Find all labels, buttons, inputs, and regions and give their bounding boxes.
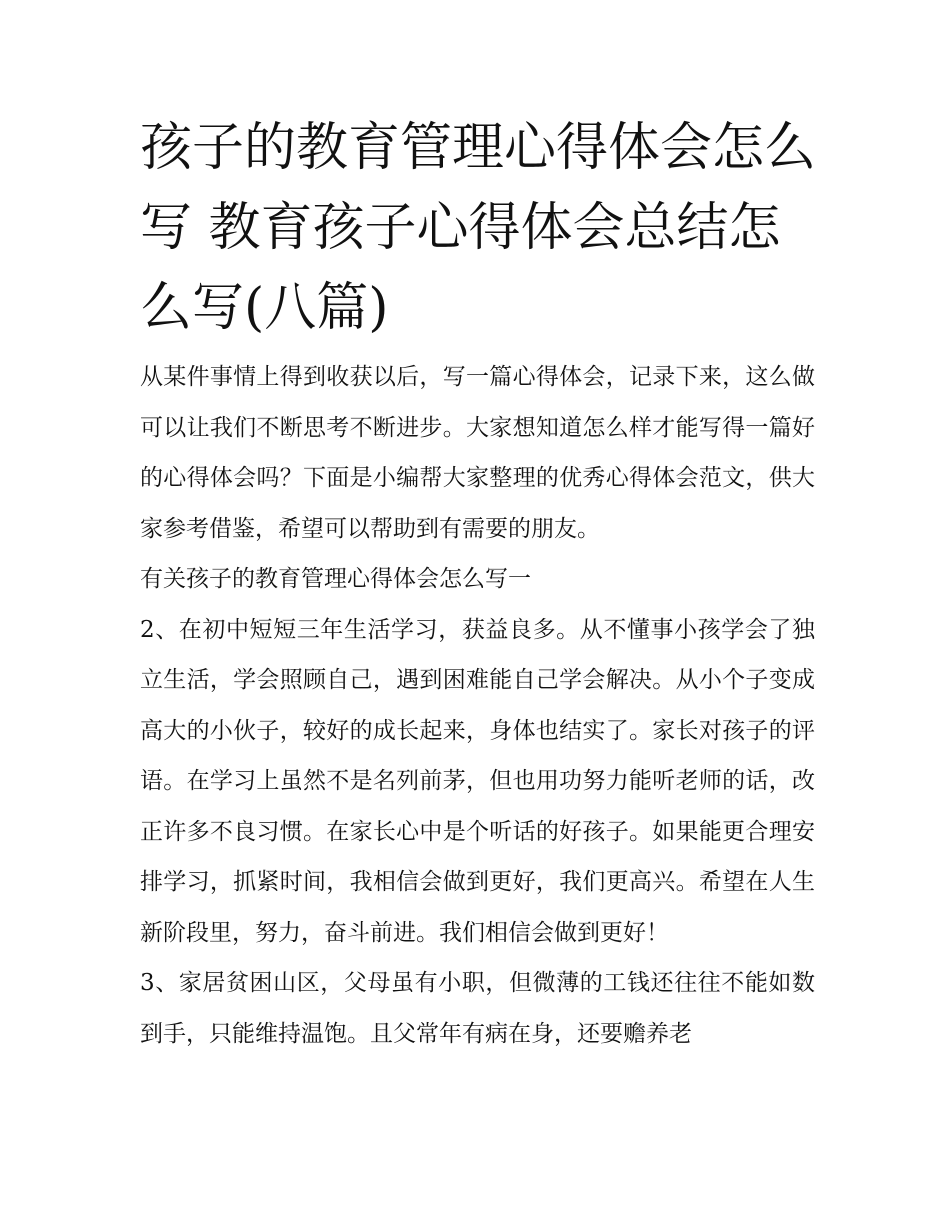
document-body <box>140 352 815 1059</box>
document-title: 孩子的教育管理心得体会怎么写 教育孩子心得体会总结怎么写(八篇) <box>140 118 817 338</box>
section-heading: 有关孩子的教育管理心得体会怎么写一 <box>140 566 531 592</box>
body-paragraph: 2、在初中短短三年生活学习，获益良多。从不懂事小孩学会了独立生活，学会照顾自己，遇到困难能自己学会解决。从小个子变成高大的小伙子，较好的成长起来，身体也结实了。家长对孩子的评语。在学习上虽然不是名列前茅，但也用功努力能听老师的话，改正许多不良习惯。在家长心中是个听话的好孩子。如果能更合理安排学习，抓紧时间，我相信会做到更好，我们更高兴。希望在人生新阶段里，努力，奋斗前进。我们相信会做到更好！ <box>140 616 815 946</box>
body-paragraph: 3、家居贫困山区，父母虽有小职，但微薄的工钱还往往不能如数到手，只能维持温饱。且父常年有病在身，还要赡养老 <box>140 970 815 1047</box>
intro-paragraph: 从某件事情上得到收获以后，写一篇心得体会，记录下来，这么做可以让我们不断思考不断进步。大家想知道怎么样才能写得一篇好的心得体会吗？下面是小编帮大家整理的优秀心得体会范文，供大家参考借鉴，希望可以帮助到有需要的朋友。 <box>140 364 815 542</box>
